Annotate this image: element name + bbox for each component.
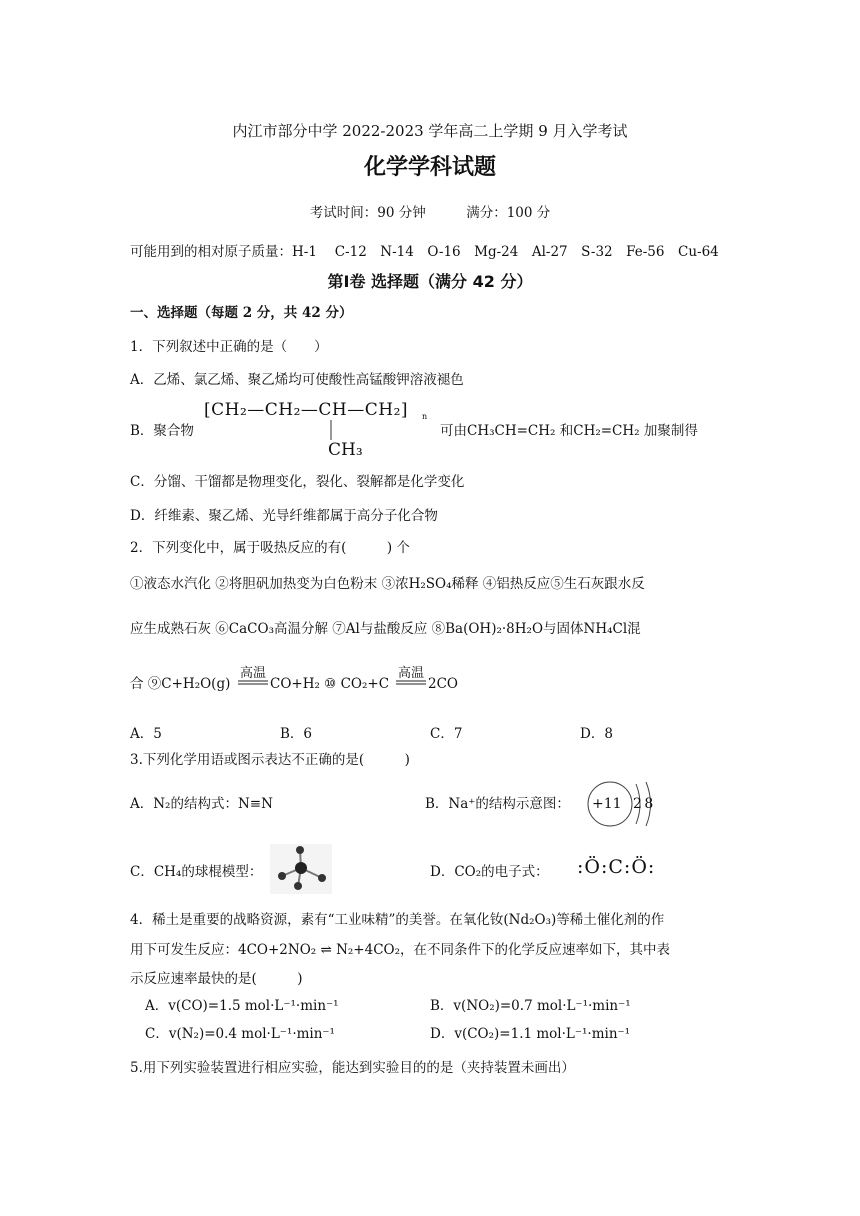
- q4-line3: 示反应速率最快的是( ): [130, 971, 303, 987]
- q1-polymer-n: n: [422, 412, 428, 421]
- sodium-shells: 2 8: [633, 796, 653, 812]
- q2-condition-2: 高温: [398, 666, 425, 681]
- q2-option-b: B．6: [280, 726, 313, 742]
- q2-option-a: A．5: [130, 726, 162, 742]
- co2-electron-formula: :Ö:C:Ö:: [577, 856, 656, 878]
- section-title: 第Ⅰ卷 选择题（满分 42 分）: [327, 272, 533, 291]
- q3-option-b: B．Na⁺的结构示意图：: [425, 796, 570, 812]
- q2-line3-a: 合 ⑨C+H₂O(g): [130, 676, 231, 692]
- q4-line2: 用下可发生反应：4CO+2NO₂ ⇌ N₂+4CO₂，在不同条件下的化学反应速率如下，其中表: [130, 942, 671, 958]
- q1-option-b-suffix: 可由CH₃CH=CH₂ 和CH₂=CH₂ 加聚制得: [440, 423, 698, 439]
- q1-stem: 1．下列叙述中正确的是（ ）: [130, 339, 328, 355]
- q4-option-c: C．v(N₂)=0.4 mol·L⁻¹·min⁻¹: [145, 1026, 335, 1042]
- q2-equals-2: [396, 680, 426, 685]
- q1-option-a: A．乙烯、氯乙烯、聚乙烯均可使酸性高锰酸钾溶液褪色: [130, 372, 464, 388]
- atomic-masses: 可能用到的相对原子质量：H-1 C-12 N-14 O-16 Mg-24 Al-27 S-32 Fe-56 Cu-64: [130, 244, 719, 260]
- exam-school-line: 内江市部分中学 2022-2023 学年高二上学期 9 月入学考试: [232, 122, 628, 140]
- q1-option-d: D．纤维素、聚乙烯、光导纤维都属于高分子化合物: [130, 508, 438, 524]
- q3-option-a: A．N₂的结构式：N≡N: [130, 796, 273, 812]
- q2-condition-1: 高温: [240, 666, 267, 681]
- q2-stem: 2．下列变化中，属于吸热反应的有( ) 个: [130, 540, 410, 556]
- q2-line2: 应生成熟石灰 ⑥CaCO₃高温分解 ⑦Al与盐酸反应 ⑧Ba(OH)₂·8H₂O与固体NH₄Cl混: [130, 621, 641, 637]
- q2-line3-c: 2CO: [428, 676, 458, 692]
- q1-polymer-chain: [CH₂—CH₂—CH—CH₂]: [204, 400, 409, 420]
- q5-stem: 5.用下列实验装置进行相应实验，能达到实验目的的是（夹持装置未画出）: [130, 1060, 575, 1076]
- q2-equals-1: [238, 680, 268, 685]
- page-title: 化学学科试题: [363, 155, 496, 180]
- sodium-nucleus: +11: [592, 796, 622, 812]
- q1-option-b-prefix: B．聚合物: [130, 423, 194, 439]
- q2-line3-b: CO+H₂ ⑩ CO₂+C: [270, 676, 390, 692]
- q4-option-a: A．v(CO)=1.5 mol·L⁻¹·min⁻¹: [145, 998, 339, 1014]
- q3-option-d: D．CO₂的电子式：: [430, 864, 549, 880]
- q1-polymer-methyl: CH₃: [328, 440, 363, 460]
- methane-ball-stick-icon: [270, 844, 332, 894]
- q1-polymer-bond: [329, 420, 333, 440]
- q2-line1: ①液态水汽化 ②将胆矾加热变为白色粉末 ③浓H₂SO₄稀释 ④铝热反应⑤生石灰跟水反: [130, 576, 645, 592]
- q2-option-d: D．8: [580, 726, 613, 742]
- q3-option-c: C．CH₄的球棍模型：: [130, 864, 263, 880]
- q4-line1: 4．稀土是重要的战略资源，素有“工业味精”的美誉。在氧化钕(Nd₂O₃)等稀土催化剂的作: [130, 912, 665, 928]
- exam-info: 考试时间：90 分钟 满分：100 分: [309, 205, 551, 221]
- q3-stem: 3.下列化学用语或图示表达不正确的是( ): [130, 752, 410, 768]
- q2-option-c: C．7: [430, 726, 463, 742]
- q1-option-c: C．分馏、干馏都是物理变化，裂化、裂解都是化学变化: [130, 474, 465, 490]
- q4-option-b: B．v(NO₂)=0.7 mol·L⁻¹·min⁻¹: [430, 998, 631, 1014]
- part-title: 一、选择题（每题 2 分，共 42 分）: [130, 305, 353, 321]
- q4-option-d: D．v(CO₂)=1.1 mol·L⁻¹·min⁻¹: [430, 1026, 631, 1042]
